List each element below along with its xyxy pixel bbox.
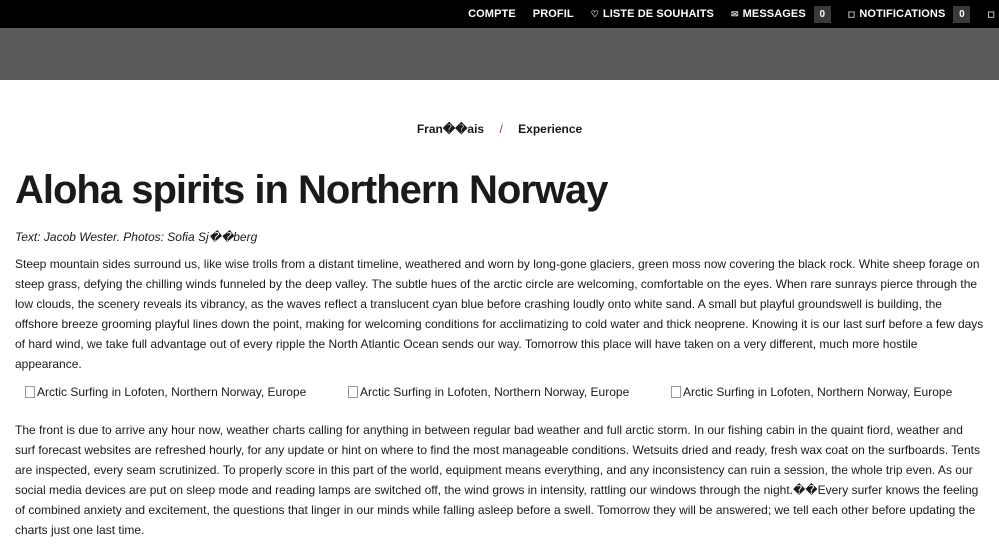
article-image-1 xyxy=(25,385,348,399)
image-alt-text: Arctic Surfing in Lofoten, Northern Norway, Europe xyxy=(360,385,630,399)
notifications-count-badge: 0 xyxy=(953,6,970,23)
breadcrumb-section-link[interactable]: Experience xyxy=(518,122,583,136)
messages-count-badge: 0 xyxy=(814,6,831,23)
envelope-icon: ✉ xyxy=(730,8,739,19)
top-navigation-bar xyxy=(0,0,999,28)
breadcrumb-language-link[interactable]: Fran��ais xyxy=(416,122,485,136)
nav-messages-label: MESSAGES xyxy=(742,8,806,20)
broken-image-icon xyxy=(671,386,681,398)
nav-notifications-label: NOTIFICATIONS xyxy=(859,8,946,20)
article-paragraph-1: Steep mountain sides surround us, like wise trolls from a distant timeline, weathered and worn by long-gone glaciers, green moss now covering the black rock. White sheep forage on steep grass, defying the chilling winds funneled by the deep valley. The subtle hues of the arctic circle are welcoming, comfortable on the eyes. When rare sunrays pierce through the low clouds, the scenery reveals its vibrancy, as the waves reflect a translucent cyan blue before crashing loudly onto white sand. A small but playful groundswell is building, the offshore breeze grooming playful lines down the point, making for welcoming conditions for acclimatizing to cold water and thick neoprene. Knowing it is our last surf before a few days of hard wind, we take full advantage out of every ripple the North Atlantic Ocean sends our way. Tomorrow this place will have taken on a very different, much more hostile appearance. xyxy=(15,257,984,371)
article-paragraph-2: The front is due to arrive any hour now, weather charts calling for anything in between regular bad weather and full arctic storm. In our fishing cabin in the quaint fiord, weather and surf forecast websites are refreshed hourly, for any update or hint on where to find the most manageable conditions. Wetsuits dried and ready, fresh wax coat on the surfboards. Tents are inspected, every seam scrutinized. To properly score in this part of the world, equipment means everything, and any inconsistency can ruin a session, the whole trip even. As our social media devices are put on sleep mode and reading lamps are switched off, the wind grows in intensity, rattling our windows through the night.��Every surfer knows the feeling of combined anxiety and excitement, the questions that linger in our minds while falling asleep before a swell. Tomorrow they will be answered; we tell each other before updating the charts just one last time. xyxy=(15,423,980,537)
article-title: Aloha spirits in Northern Norway xyxy=(15,168,608,212)
article-image-3 xyxy=(671,385,994,399)
nav-wishlist-label: LISTE DE SOUHAITS xyxy=(602,8,714,20)
heart-icon: ♡ xyxy=(590,8,599,19)
nav-account-link[interactable]: COMPTE xyxy=(468,8,516,20)
nav-profile-link[interactable]: PROFIL xyxy=(532,8,574,20)
broken-image-icon xyxy=(25,386,35,398)
nav-notifications-link[interactable] xyxy=(848,6,971,23)
hero-banner xyxy=(0,28,999,80)
image-alt-text: Arctic Surfing in Lofoten, Northern Norway, Europe xyxy=(37,385,307,399)
image-alt-text: Arctic Surfing in Lofoten, Northern Norway, Europe xyxy=(683,385,953,399)
nav-messages-link[interactable] xyxy=(731,6,831,23)
breadcrumb-separator: / xyxy=(499,122,503,136)
nav-user-link[interactable] xyxy=(987,9,999,20)
article-image-row xyxy=(25,385,999,399)
bell-icon: ◻ xyxy=(847,8,856,19)
article-image-2 xyxy=(348,385,671,399)
broken-image-icon xyxy=(348,386,358,398)
breadcrumb xyxy=(0,122,999,136)
nav-wishlist-link[interactable] xyxy=(591,8,714,20)
user-icon: ◻ xyxy=(987,8,995,19)
article-credits: Text: Jacob Wester. Photos: Sofia Sj��berg xyxy=(15,230,258,244)
